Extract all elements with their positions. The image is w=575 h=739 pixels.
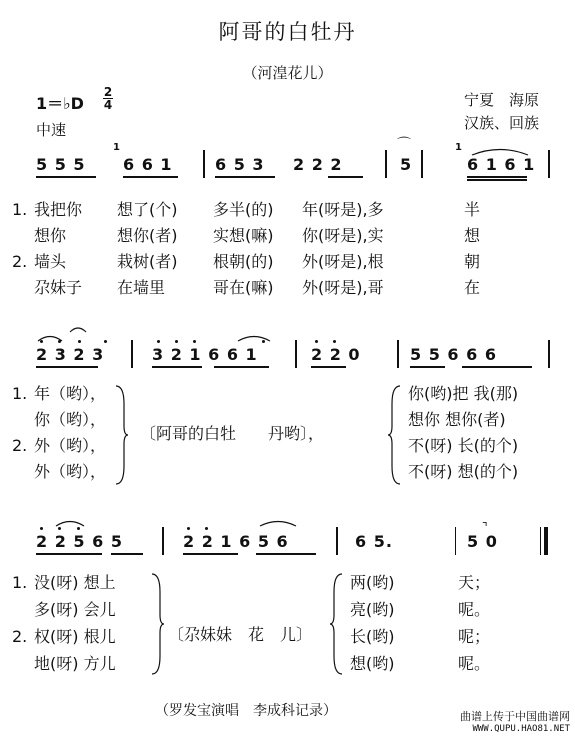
refrain-lyric: 〔阿哥的白牡 丹哟〕， [140, 424, 325, 443]
lyric-text: 尕妹子 [34, 278, 83, 297]
octave-dot [315, 340, 318, 343]
slur [470, 146, 530, 156]
measure-9-notes: 2 2 5 6 5 [36, 532, 123, 551]
lyric-text: 想你(者) [117, 226, 178, 245]
lyric-line [350, 569, 490, 596]
barline [162, 527, 164, 555]
lyric-text: 想了(个) [117, 200, 178, 219]
beam [256, 553, 316, 555]
barline [397, 340, 399, 368]
lyric-text: 在墙里 [117, 278, 166, 297]
lyric-line [12, 407, 106, 433]
beam [467, 179, 527, 181]
beam [36, 553, 102, 555]
watermark-line: 曲谱上传于中国曲谱网 [460, 710, 570, 723]
beam [36, 176, 96, 178]
lyric-text: 长(哟) [350, 627, 395, 646]
lyric-line [12, 459, 106, 485]
lyric-text: 我把你 [34, 200, 83, 219]
lyric-text: 呢。 [458, 600, 491, 619]
verse-label: 1. [12, 384, 28, 403]
barline [131, 340, 133, 368]
barline [336, 527, 338, 555]
measure-11-notes: 6 5. [355, 532, 393, 551]
beam [467, 176, 527, 178]
fermata-icon [68, 324, 88, 334]
beam [152, 366, 202, 368]
octave-dot [193, 340, 196, 343]
time-signature-denominator: 4 [103, 98, 113, 112]
verse-label: 1. [12, 573, 28, 592]
time-signature [103, 86, 113, 111]
dotted-barline [455, 527, 456, 555]
measure-2-notes-a: 6 5 3 [215, 155, 265, 174]
lyric-text: 权(呀) 根儿 [34, 627, 116, 646]
lyric-line [12, 433, 106, 459]
measure-2-notes-b: 2 2 2 [293, 155, 343, 174]
lyric-text: 实想(嘛) [213, 226, 274, 245]
measure-12-notes: 5 0 [467, 532, 498, 551]
lyric-text: 外（哟）， [34, 462, 107, 481]
final-barline-thick [544, 527, 548, 555]
barline [203, 150, 205, 178]
octave-dot [40, 527, 43, 530]
brace-left [330, 572, 344, 676]
octave-dot [187, 527, 190, 530]
beam [183, 553, 238, 555]
lyric-text: 根朝(的) [213, 252, 274, 271]
measure-3-notes: 5 [400, 155, 413, 174]
slur [36, 333, 66, 343]
measure-1-notes-b: 6 6 1 [123, 155, 173, 174]
measure-6-notes: 3 2 1 6 6 1 [152, 345, 258, 364]
lyric-text: 在 [464, 278, 481, 297]
beam [123, 176, 178, 178]
measure-5-notes: 2 3 2 3 [36, 345, 105, 364]
octave-dot [175, 340, 178, 343]
measure-10-notes: 2 2 1 6 5 6 [183, 532, 289, 551]
measure-4-notes: 6 1 6 1 [467, 155, 536, 174]
lyric-text: 亮(哟) [350, 600, 395, 619]
lyric-text: 地(呀) 方儿 [34, 654, 116, 673]
lyric-line: 想你 想你(者) [408, 410, 506, 429]
lyric-text: 朝 [464, 252, 481, 271]
lyric-line [12, 275, 480, 301]
barline [548, 340, 550, 368]
measure-7-notes: 2 2 0 [311, 345, 361, 364]
lyric-text: 天； [458, 573, 491, 592]
time-signature-numerator: 2 [103, 85, 113, 99]
watermark-line: WWW.QUPU.HAO81.NET [472, 724, 570, 734]
beam [111, 553, 143, 555]
lyric-text: 墙头 [34, 252, 67, 271]
barline [548, 150, 550, 178]
verse-label: 1. [12, 200, 28, 219]
performer-credit: （罗发宝演唱 李成科记录） [155, 703, 337, 719]
lyric-text: 没(呀) 想上 [34, 573, 116, 592]
fermata-icon: ⌒ [397, 137, 411, 153]
lyric-text: 你(呀是),实 [302, 226, 384, 245]
measure-8-notes: 5 5 6 6 6 [410, 345, 497, 364]
lyric-text: 想你 [34, 226, 67, 245]
lyrics-block-row-2-left [12, 381, 106, 485]
beam [410, 366, 445, 368]
lyric-text: 栽树(者) [117, 252, 178, 271]
lyric-line [350, 650, 490, 677]
slur [236, 333, 272, 343]
beam [36, 366, 98, 368]
lyric-line: 你(哟)把 我(那) [408, 384, 519, 403]
origin-place: 宁夏 海原 [464, 91, 540, 109]
lyric-line [350, 623, 490, 650]
lyric-text: 半 [464, 200, 481, 219]
beam [328, 176, 363, 178]
lyric-text: 两(哟) [350, 573, 395, 592]
beam [215, 176, 275, 178]
beam [311, 366, 346, 368]
barline [295, 340, 297, 368]
page-title: 阿哥的白牡丹 [218, 20, 357, 44]
lyrics-block-row-3-left [12, 569, 116, 677]
breath-mark-icon: ⌝ [482, 520, 488, 534]
lyric-text: 想 [464, 226, 481, 245]
lyric-line [12, 223, 480, 249]
lyric-text: 多半(的) [213, 200, 274, 219]
octave-dot [78, 340, 81, 343]
final-barline-thin [540, 527, 541, 555]
lyrics-block-row-1 [12, 197, 480, 301]
lyric-line [12, 596, 116, 623]
grace-note-2: 1 [455, 142, 462, 153]
lyric-text: 哥在(嘛) [213, 278, 274, 297]
octave-dot [333, 340, 336, 343]
grace-note-1: 1 [113, 142, 120, 153]
subtitle: （河湟花儿） [242, 64, 333, 82]
lyric-text: 你（哟）， [34, 410, 107, 429]
barline [385, 150, 387, 178]
lyric-line [12, 197, 480, 223]
brace-right [114, 384, 128, 486]
lyric-line [12, 569, 116, 596]
lyric-line [12, 381, 106, 407]
brace-right [150, 572, 164, 676]
lyric-text: 外(呀是),根 [302, 252, 384, 271]
lyric-text: 年(呀是),多 [302, 200, 384, 219]
lyric-text: 呢。 [458, 654, 491, 673]
octave-dot [104, 340, 107, 343]
slur [258, 518, 298, 528]
refrain-lyric: 〔尕妹妹 花 儿〕 [168, 625, 313, 644]
lyric-line: 不(呀) 长(的个) [408, 436, 519, 455]
slur [54, 518, 86, 528]
lyric-line [12, 623, 116, 650]
verse-label: 2. [12, 627, 28, 646]
lyric-line [12, 249, 480, 275]
lyric-line [350, 596, 490, 623]
tempo-marking: 中速 [36, 121, 67, 139]
lyric-text: 多(呀) 会儿 [34, 600, 116, 619]
key-signature: 1＝♭D [36, 94, 84, 113]
lyric-text: 想(哟) [350, 654, 395, 673]
lyric-text: 呢； [458, 627, 491, 646]
lyric-line [12, 650, 116, 677]
lyric-text: 外(呀是),哥 [302, 278, 384, 297]
measure-1-notes-a: 5 5 5 [36, 155, 86, 174]
verse-label: 2. [12, 252, 28, 271]
origin-people: 汉族、回族 [464, 114, 540, 132]
verse-label: 2. [12, 436, 28, 455]
octave-dot [205, 527, 208, 530]
lyric-line: 不(呀) 想(的个) [408, 462, 519, 481]
lyric-text: 外（哟）， [34, 436, 107, 455]
lyric-text: 年（哟）， [34, 384, 107, 403]
watermark [440, 708, 570, 734]
lyrics-block-row-3-right [350, 569, 490, 677]
lyrics-block-row-2-right [408, 381, 518, 485]
octave-dot [157, 340, 160, 343]
barline [421, 150, 423, 178]
beam [214, 366, 269, 368]
brace-left [388, 384, 402, 486]
beam [462, 366, 532, 368]
